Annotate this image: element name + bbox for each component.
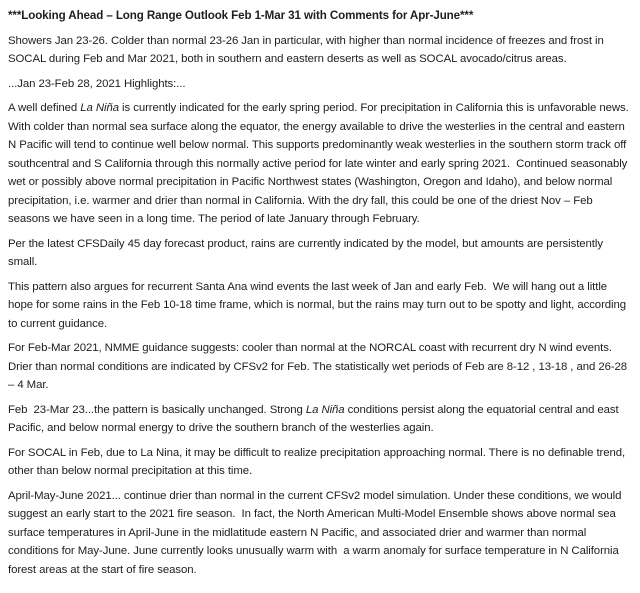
paragraph xyxy=(8,487,632,580)
text-run: April-May-June 2021... continue drier than normal in the current CFSv2 model simulation. Under these conditions, we would suggest an early start to the 2021 fire season. In fact, the North American Multi-Model Ensemble shows above normal sea surface temperatures in April-June in the midlatitude eastern N Pacific, and associated drier and warmer than normal conditions for May-June. June currently looks unusually warm with a warm anomaly for surface temperature in N California forest areas at the start of fire season. xyxy=(8,489,625,576)
document-body xyxy=(8,32,635,580)
paragraph xyxy=(8,278,632,334)
text-run: This pattern also argues for recurrent Santa Ana wind events the last week of Jan and early Feb. We will hang out a little hope for some rains in the Feb 10-18 time frame, which is normal, but the rains may turn out to be spotty and light, according to current guidance. xyxy=(8,280,630,330)
text-run: is currently indicated for the early spring period. For precipitation in California this is unfavorable news. With colder than normal sea surface along the equator, the energy available to drive the westerlies in the central and eastern N Pacific will tend to continue well below normal. This supports predominantly weak westerlies in the southern storm track off southcentral and S California through this normally active period for late winter and early spring 2021. Continued seasonably wet or possibly above normal precipitation in Pacific Northwest states (Washington, Oregon and Idaho), and below normal precipitation, i.e. warmer and drier than normal in California. With the dry fall, this could be one of the driest Nov – Feb seasons we have seen in a long time. The period of late January through February. xyxy=(8,102,635,225)
document-title: ***Looking Ahead – Long Range Outlook Feb 1-Mar 31 with Comments for Apr-June*** xyxy=(8,9,474,22)
paragraph xyxy=(8,235,632,272)
text-run: Per the latest CFSDaily 45 day forecast product, rains are currently indicated by the model, but amounts are persistently small. xyxy=(8,237,607,268)
paragraph xyxy=(8,75,632,94)
text-run: For SOCAL in Feb, due to La Nina, it may be difficult to realize precipitation approaching normal. There is no definable trend, other than below normal precipitation at this time. xyxy=(8,446,629,477)
text-run: Showers Jan 23-26. Colder than normal 23-26 Jan in particular, with higher than normal incidence of freezes and frost in SOCAL during Feb and Mar 2021, both in southern and eastern deserts as well as SOCAL avocado/citrus areas. xyxy=(8,34,607,65)
paragraph xyxy=(8,339,632,395)
italic-text-run: La Niña xyxy=(80,102,119,114)
italic-text-run: La Niña xyxy=(305,403,345,416)
paragraph xyxy=(8,32,632,69)
paragraph xyxy=(8,444,632,481)
text-run: For Feb-Mar 2021, NMME guidance suggests: cooler than normal at the NORCAL coast with recurrent dry N wind events. Drier than normal conditions are indicated by CFSv2 for Feb. The statistically wet periods of Feb are 8-12 , 13-18 , and 26-28 – 4 Mar. xyxy=(8,342,634,391)
text-run: A well defined xyxy=(8,102,81,114)
text-run: ...Jan 23-Feb 28, 2021 Highlights:... xyxy=(8,77,186,90)
paragraph xyxy=(8,401,632,438)
text-run: conditions persist along the equatorial central and east Pacific, and below normal energy to drive the southern branch of the westerlies again. xyxy=(8,403,622,434)
paragraph xyxy=(8,99,635,229)
text-run: Feb 23-Mar 23...the pattern is basically unchanged. Strong xyxy=(8,403,306,416)
